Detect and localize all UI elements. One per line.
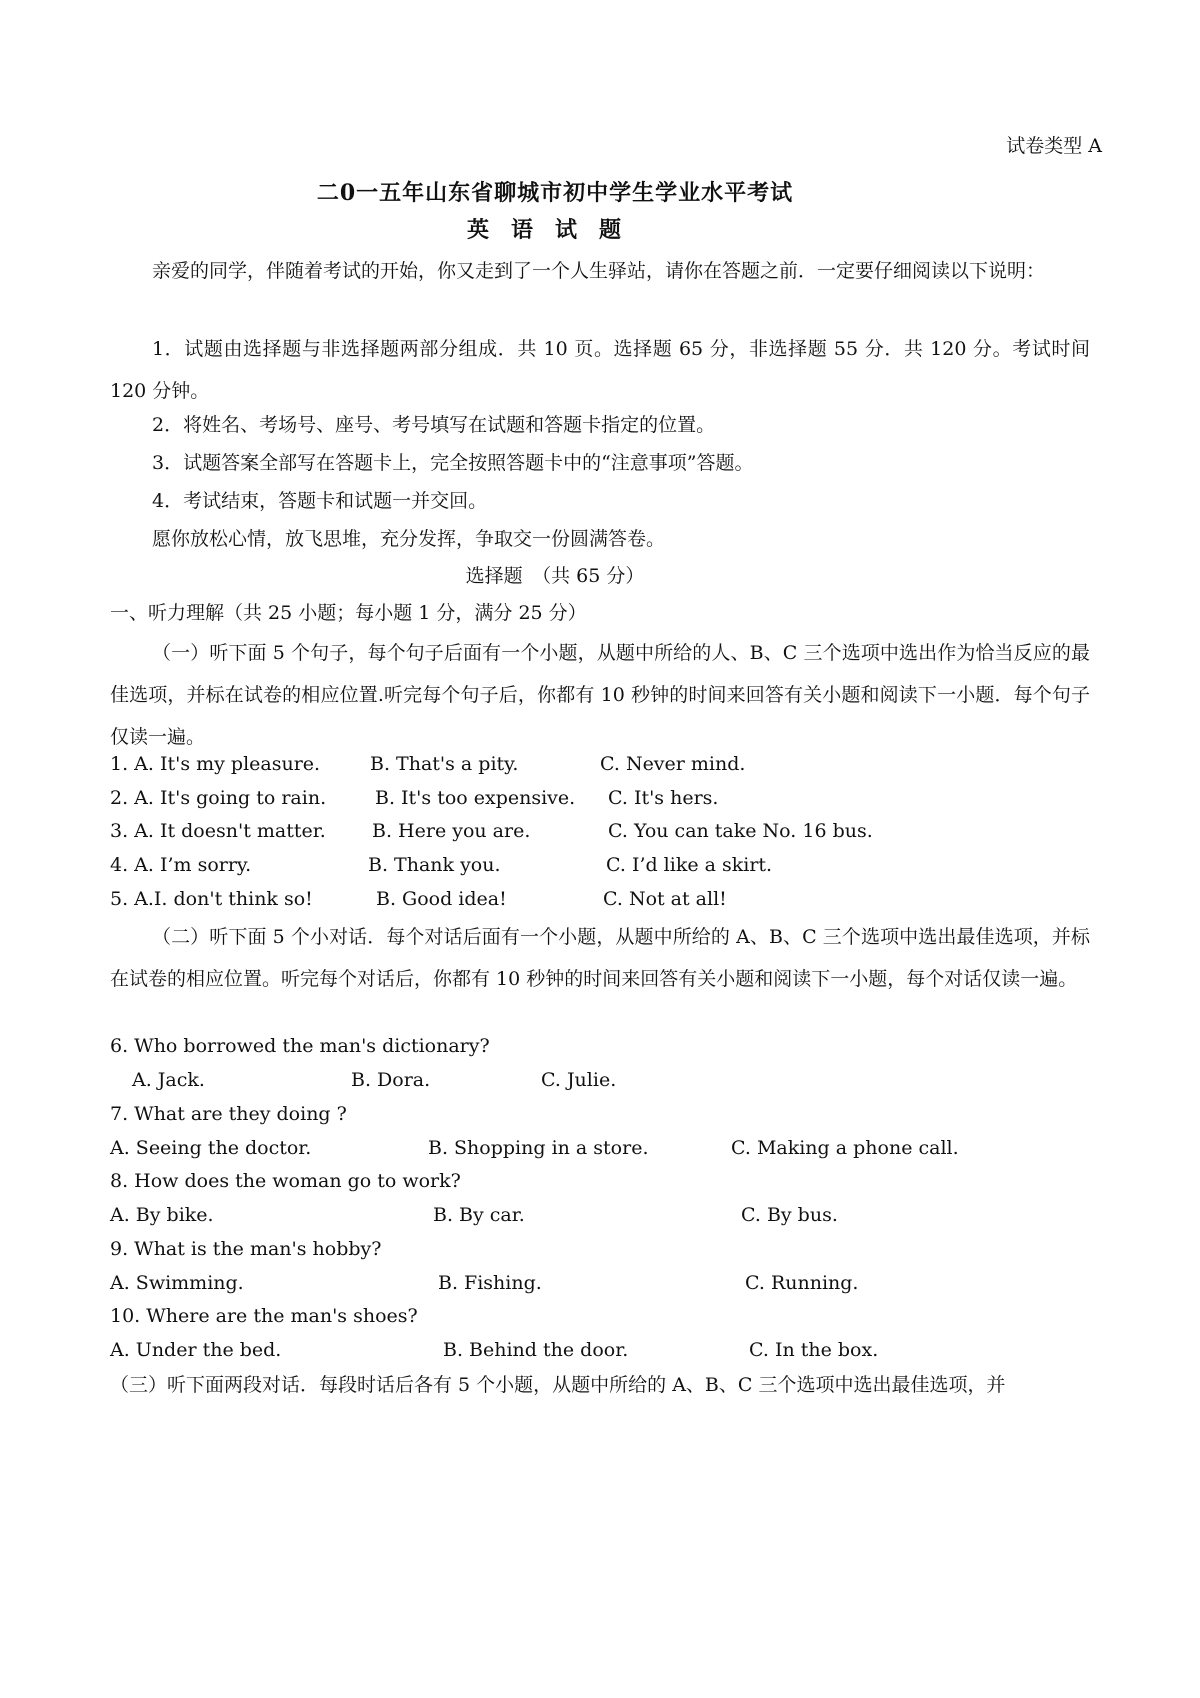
- option-c: C. I’d like a skirt.: [606, 854, 773, 876]
- instruction-item-3: 3．试题答案全部写在答题卡上，完全按照答题卡中的“注意事项”答题。: [152, 452, 754, 474]
- instruction-item-2: 2．将姓名、考场号、座号、考号填写在试题和答题卡指定的位置。: [152, 414, 716, 436]
- option-b: B. It's too expensive.: [375, 787, 576, 809]
- sub-section-1-instructions: （一）听下面 5 个句子，每个句子后面有一个小题，从题中所给的人、B、C 三个选项中选出作为恰当反应的最佳选项，并标在试卷的相应位置.听完每个句子后，你都有 10 秒钟的时间来回答有关小题和阅读下一小题．每个句子仅读一遍。: [110, 642, 1090, 748]
- instruction-item-1: 1．试题由选择题与非选择题两部分组成．共 10 页。选择题 65 分，非选择题 55 分．共 120 分。考试时间 120 分钟。: [110, 338, 1090, 402]
- option-b: B. Shopping in a store.: [428, 1137, 649, 1159]
- option-c: C. By bus.: [741, 1204, 838, 1226]
- option-b: B. Dora.: [351, 1069, 431, 1091]
- option-b: B. Behind the door.: [443, 1339, 629, 1361]
- option-c: C. In the box.: [749, 1339, 879, 1361]
- option-b: B. Thank you.: [368, 854, 501, 876]
- option-a: 1. A. It's my pleasure.: [110, 753, 321, 775]
- option-b: B. That's a pity.: [370, 753, 519, 775]
- question-stem: 9. What is the man's hobby?: [110, 1238, 382, 1260]
- option-a: A. Seeing the doctor.: [110, 1137, 312, 1159]
- option-a: 2. A. It's going to rain.: [110, 787, 327, 809]
- option-a: A. Jack.: [132, 1069, 205, 1091]
- option-a: A. By bike.: [110, 1204, 214, 1226]
- option-a: 4. A. I’m sorry.: [110, 854, 252, 876]
- option-a: 5. A.I. don't think so!: [110, 888, 313, 910]
- option-c: C. Making a phone call.: [731, 1137, 959, 1159]
- option-b: B. Good idea!: [376, 888, 507, 910]
- option-c: C. Running.: [745, 1272, 859, 1294]
- sub-section-2-instructions: （二）听下面 5 个小对话．每个对话后面有一个小题，从题中所给的 A、B、C 三个选项中选出最佳选项，并标在试卷的相应位置。听完每个对话后，你都有 10 秒钟的时间来回答有关小题和阅读下一小题，每个对话仅读一遍。: [110, 926, 1090, 990]
- sub-section-3-instructions: （三）听下面两段对话．每段时话后各有 5 个小题，从题中所给的 A、B、C 三个选项中选出最佳选项，并: [110, 1374, 1006, 1396]
- paper-type-label: 试卷类型 A: [1006, 135, 1102, 157]
- part-1-heading: 一、听力理解（共 25 小题；每小题 1 分，满分 25 分）: [110, 602, 587, 624]
- option-b: B. Fishing.: [438, 1272, 542, 1294]
- option-c: C. Not at all!: [603, 888, 727, 910]
- section-heading: 选择题 （共 65 分）: [465, 565, 645, 587]
- option-c: C. You can take No. 16 bus.: [608, 820, 873, 842]
- option-b: B. By car.: [433, 1204, 525, 1226]
- option-c: C. Julie.: [541, 1069, 617, 1091]
- option-a: A. Under the bed.: [110, 1339, 282, 1361]
- question-stem: 6. Who borrowed the man's dictionary?: [110, 1035, 490, 1057]
- intro-wish: 愿你放松心情，放飞思堆，充分发挥，争取交一份圆满答卷。: [152, 528, 666, 550]
- question-stem: 8. How does the woman go to work?: [110, 1170, 461, 1192]
- exam-subtitle: 英语试题: [466, 217, 643, 243]
- option-c: C. Never mind.: [600, 753, 746, 775]
- intro-greeting: 亲爱的同学，伴随着考试的开始，你又走到了一个人生驿站，请你在答题之前．一定要仔细阅读以下说明：: [152, 260, 1046, 282]
- option-b: B. Here you are.: [372, 820, 531, 842]
- question-stem: 7. What are they doing ?: [110, 1103, 347, 1125]
- option-c: C. It's hers.: [608, 787, 719, 809]
- question-stem: 10. Where are the man's shoes?: [110, 1305, 418, 1327]
- option-a: 3. A. It doesn't matter.: [110, 820, 326, 842]
- exam-title: 二0一五年山东省聊城市初中学生学业水平考试: [316, 180, 794, 206]
- instruction-item-4: 4．考试结束，答题卡和试题一并交回。: [152, 490, 488, 512]
- option-a: A. Swimming.: [110, 1272, 244, 1294]
